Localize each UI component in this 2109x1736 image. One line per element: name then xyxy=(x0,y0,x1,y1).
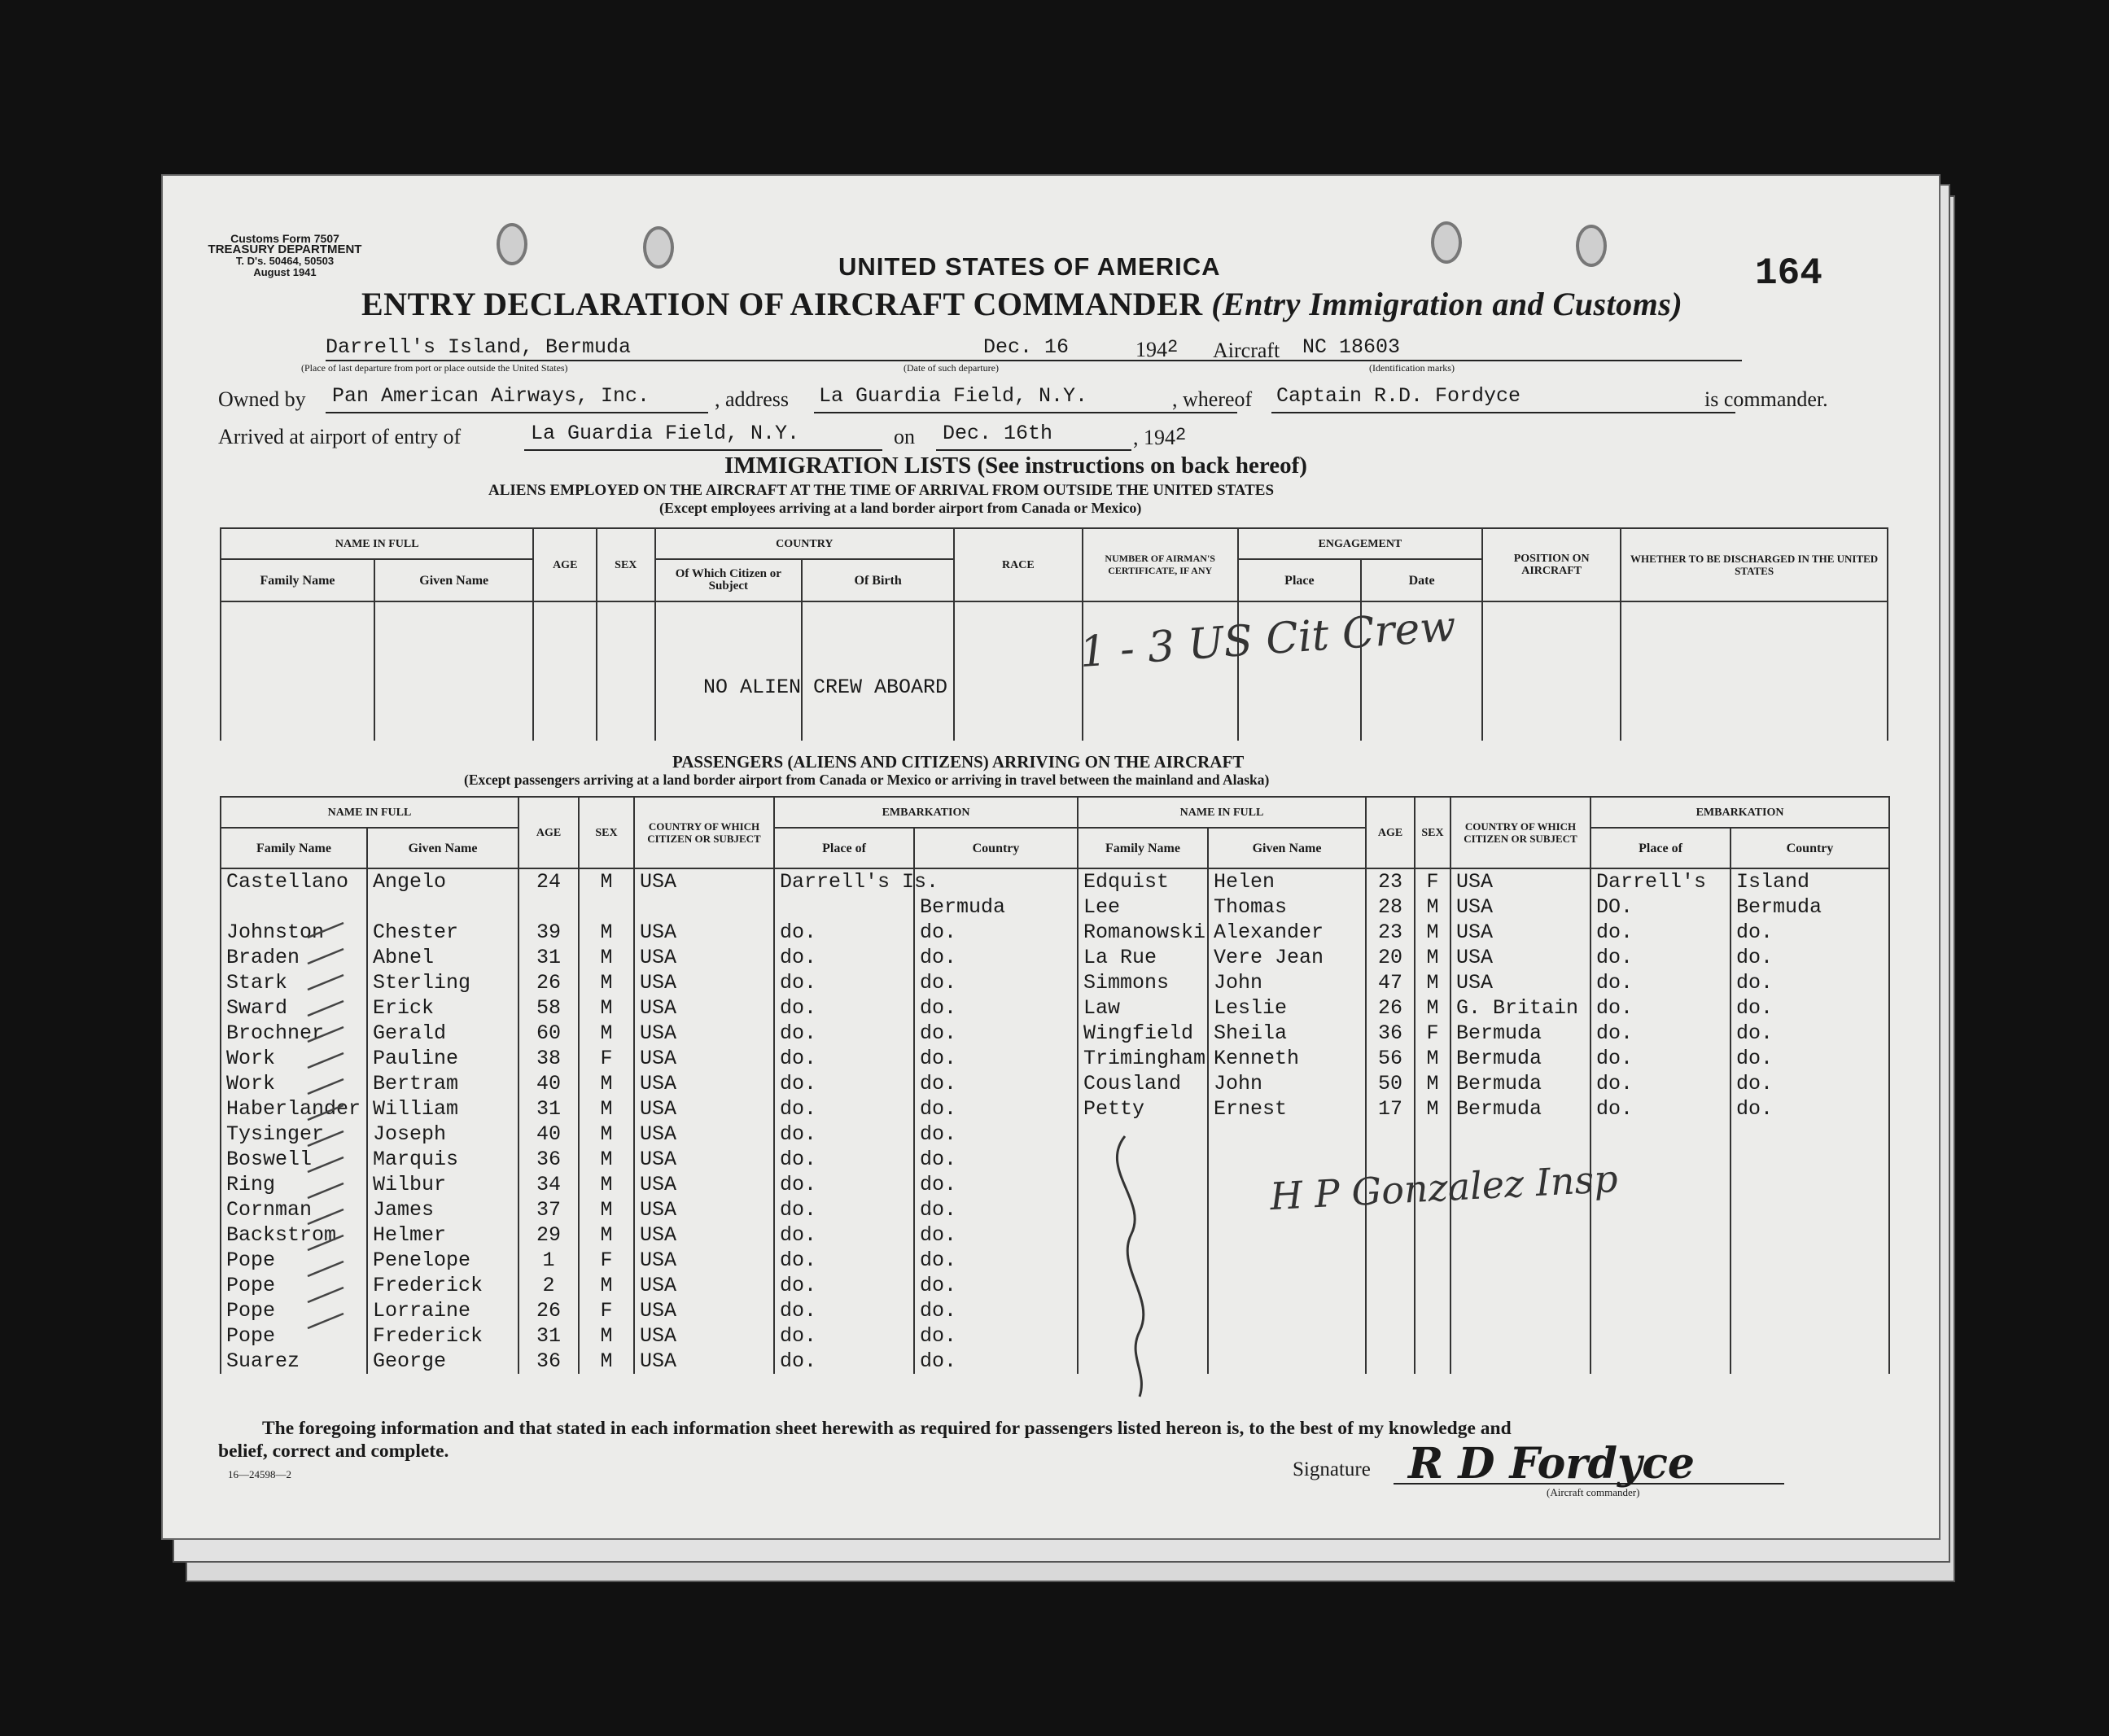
passenger-country: do. xyxy=(914,1172,1078,1197)
passenger-family: Simmons xyxy=(1078,970,1208,995)
passenger-given: Pauline xyxy=(367,1046,518,1071)
passenger-sex: F xyxy=(579,1298,634,1323)
aliens-header-name: NAME IN FULL xyxy=(221,528,533,559)
aliens-header-position: POSITION ON AIRCRAFT xyxy=(1482,528,1621,601)
passenger-country: do. xyxy=(914,995,1078,1021)
passenger-sex: M xyxy=(1415,1046,1450,1071)
passenger-given: Leslie xyxy=(1208,995,1366,1021)
pass-left-header-embarkation: EMBARKATION xyxy=(774,797,1078,828)
passenger-citizen: USA xyxy=(634,1096,774,1122)
arrival-year-suffix: 2 xyxy=(1175,425,1187,445)
handwritten-crew-note: 1 - 3 US Cit Crew xyxy=(1078,601,1458,678)
passenger-sex: M xyxy=(579,868,634,894)
page-number: 164 xyxy=(1755,252,1822,295)
passenger-age: 50 xyxy=(1366,1071,1415,1096)
aliens-header-birth: Of Birth xyxy=(802,559,954,601)
passenger-given: Sheila xyxy=(1208,1021,1366,1046)
aliens-header-family: Family Name xyxy=(221,559,374,601)
passenger-country: do. xyxy=(1731,1021,1889,1046)
passenger-age: 36 xyxy=(518,1147,579,1172)
passenger-country: do. xyxy=(914,1273,1078,1298)
passenger-given: Angelo xyxy=(367,868,518,894)
passenger-given: Helen xyxy=(1208,868,1366,894)
passenger-sex: M xyxy=(579,1172,634,1197)
passenger-family: La Rue xyxy=(1078,945,1208,970)
passenger-age: 2 xyxy=(518,1273,579,1298)
passenger-country: Island xyxy=(1731,868,1889,894)
passenger-place: DO. xyxy=(1591,894,1731,920)
pass-left-header-family: Family Name xyxy=(221,828,367,868)
passenger-age: 31 xyxy=(518,1096,579,1122)
passengers-subheading: (Except passengers arriving at a land border airport from Canada or Mexico or arriving in travel between the mainland and Alaska) xyxy=(464,772,1270,788)
passenger-place: do. xyxy=(774,1046,914,1071)
passenger-place: do. xyxy=(774,920,914,945)
passenger-place: do. xyxy=(1591,1096,1731,1122)
departure-date: Dec. 16 xyxy=(983,335,1070,359)
pass-right-header-place: Place of xyxy=(1591,828,1731,868)
commander-value: Captain R.D. Fordyce xyxy=(1276,384,1521,408)
treasury-decisions: T. D's. 50464, 50503 xyxy=(235,255,335,267)
pass-left-header-citizen: COUNTRY OF WHICH CITIZEN OR SUBJECT xyxy=(634,797,774,868)
passenger-family: Wingfield xyxy=(1078,1021,1208,1046)
passenger-sex: M xyxy=(579,970,634,995)
passenger-country: do. xyxy=(1731,945,1889,970)
passenger-age: 34 xyxy=(518,1172,579,1197)
passenger-citizen: Bermuda xyxy=(1450,1071,1591,1096)
passenger-citizen: USA xyxy=(634,1071,774,1096)
arrival-label: Arrived at airport of entry of xyxy=(218,425,462,448)
passenger-place: do. xyxy=(1591,945,1731,970)
aircraft-marks: NC 18603 xyxy=(1302,335,1401,359)
passenger-family: Lee xyxy=(1078,894,1208,920)
form-date: August 1941 xyxy=(253,266,317,278)
passenger-citizen: USA xyxy=(634,995,774,1021)
passenger-given: Wilbur xyxy=(367,1172,518,1197)
passenger-family: Braden xyxy=(221,945,367,970)
passenger-age: 36 xyxy=(518,1349,579,1374)
passenger-citizen: USA xyxy=(634,1147,774,1172)
passenger-sex: M xyxy=(579,1071,634,1096)
pass-left-header-age: AGE xyxy=(518,797,579,868)
passenger-place: do. xyxy=(774,1273,914,1298)
passenger-sex: M xyxy=(579,995,634,1021)
passenger-country: do. xyxy=(914,1021,1078,1046)
passenger-country: Bermuda xyxy=(1731,894,1889,920)
aliens-header-given: Given Name xyxy=(374,559,533,601)
immigration-title: IMMIGRATION LISTS xyxy=(724,453,972,479)
passenger-country: do. xyxy=(914,1298,1078,1323)
passenger-citizen: USA xyxy=(634,1298,774,1323)
passenger-age: 29 xyxy=(518,1222,579,1248)
passenger-place: do. xyxy=(774,1323,914,1349)
passenger-age: 24 xyxy=(518,868,579,894)
passenger-country: do. xyxy=(914,1248,1078,1273)
passenger-place: do. xyxy=(1591,970,1731,995)
passenger-place: do. xyxy=(1591,1046,1731,1071)
arrival-year-prefix: , 194 xyxy=(1133,426,1175,449)
passenger-place: do. xyxy=(774,1096,914,1122)
passenger-citizen: USA xyxy=(634,1122,774,1147)
passenger-country: do. xyxy=(1731,1071,1889,1096)
passenger-sex: M xyxy=(1415,1096,1450,1122)
passenger-family: Pope xyxy=(221,1248,367,1273)
passenger-family: Cornman xyxy=(221,1197,367,1222)
signature-caption: (Aircraft commander) xyxy=(1547,1486,1640,1498)
aliens-header-sex: SEX xyxy=(597,528,654,601)
pass-right-header-family: Family Name xyxy=(1078,828,1208,868)
passenger-place: do. xyxy=(1591,995,1731,1021)
passenger-country: do. xyxy=(914,1071,1078,1096)
pass-right-header-name: NAME IN FULL xyxy=(1078,797,1366,828)
signature-label: Signature xyxy=(1293,1458,1371,1480)
whereof-label: , whereof xyxy=(1172,387,1253,411)
passenger-citizen: USA xyxy=(634,868,774,894)
passenger-family: Johnston xyxy=(221,920,367,945)
passenger-age: 40 xyxy=(518,1122,579,1147)
passenger-place: do. xyxy=(774,970,914,995)
passenger-place: do. xyxy=(774,1222,914,1248)
passenger-citizen: USA xyxy=(634,1021,774,1046)
aliens-heading: ALIENS EMPLOYED ON THE AIRCRAFT AT THE TIME OF ARRIVAL FROM OUTSIDE THE UNITED STATES xyxy=(488,482,1275,499)
form-sheet xyxy=(161,174,1941,1540)
address-value: La Guardia Field, N.Y. xyxy=(819,384,1088,408)
passenger-citizen: USA xyxy=(634,1046,774,1071)
passenger-family: Romanowski xyxy=(1078,920,1208,945)
aliens-header-place: Place xyxy=(1238,559,1361,601)
arrival-on-label: on xyxy=(894,425,915,448)
passenger-sex: M xyxy=(579,1096,634,1122)
passenger-given: Abnel xyxy=(367,945,518,970)
passenger-sex: M xyxy=(1415,945,1450,970)
passenger-country: do. xyxy=(914,1046,1078,1071)
passenger-given: Joseph xyxy=(367,1122,518,1147)
pass-right-header-embarkation: EMBARKATION xyxy=(1591,797,1889,828)
passenger-family: Boswell xyxy=(221,1147,367,1172)
passenger-place: do. xyxy=(774,995,914,1021)
pass-right-header-given: Given Name xyxy=(1208,828,1366,868)
passenger-family: Haberlander xyxy=(221,1096,367,1122)
certification-line-2: belief, correct and complete. xyxy=(218,1441,449,1462)
passenger-family: Sward xyxy=(221,995,367,1021)
arrival-date: Dec. 16th xyxy=(943,422,1053,445)
passenger-sex: F xyxy=(579,1248,634,1273)
aliens-header-certificate: NUMBER OF AIRMAN'S CERTIFICATE, IF ANY xyxy=(1083,528,1238,601)
certification-line-1: The foregoing information and that stated in each information sheet herewith as required for passengers listed hereon is, to the best of my knowledge and xyxy=(262,1418,1512,1439)
passenger-age: 23 xyxy=(1366,868,1415,894)
passenger-given: Marquis xyxy=(367,1147,518,1172)
passenger-sex: M xyxy=(579,1349,634,1374)
form-number: Customs Form 7507 xyxy=(230,232,339,245)
passenger-citizen: USA xyxy=(634,1197,774,1222)
passenger-citizen: USA xyxy=(1450,920,1591,945)
aliens-header-citizen: Of Which Citizen or Subject xyxy=(655,559,803,601)
passenger-citizen: Bermuda xyxy=(1450,1046,1591,1071)
passenger-given: Penelope xyxy=(367,1248,518,1273)
passenger-citizen: USA xyxy=(634,1222,774,1248)
passenger-age: 60 xyxy=(518,1021,579,1046)
passenger-family: Suarez xyxy=(221,1349,367,1374)
passenger-country: do. xyxy=(1731,970,1889,995)
passenger-place: do. xyxy=(774,1172,914,1197)
passenger-citizen: USA xyxy=(1450,970,1591,995)
immigration-note: (See instructions on back hereof) xyxy=(977,453,1307,479)
passenger-age: 38 xyxy=(518,1046,579,1071)
passenger-citizen: USA xyxy=(634,1172,774,1197)
passenger-place: do. xyxy=(774,1248,914,1273)
passenger-citizen: USA xyxy=(1450,945,1591,970)
passenger-given: Lorraine xyxy=(367,1298,518,1323)
passenger-place: Darrell's Is. xyxy=(774,868,914,894)
passenger-sex: M xyxy=(579,945,634,970)
passenger-country: do. xyxy=(1731,1046,1889,1071)
passenger-country: do. xyxy=(914,1349,1078,1374)
passenger-citizen: USA xyxy=(634,920,774,945)
passenger-sex: M xyxy=(579,920,634,945)
passenger-sex: M xyxy=(579,1197,634,1222)
passenger-given: Helmer xyxy=(367,1222,518,1248)
passenger-given: John xyxy=(1208,970,1366,995)
commander-suffix: is commander. xyxy=(1704,387,1828,411)
passenger-citizen: USA xyxy=(634,1248,774,1273)
passenger-age: 58 xyxy=(518,995,579,1021)
passenger-given: William xyxy=(367,1096,518,1122)
passenger-family: Work xyxy=(221,1071,367,1096)
passenger-country: do. xyxy=(1731,1096,1889,1122)
passenger-age: 47 xyxy=(1366,970,1415,995)
passenger-age: 26 xyxy=(518,970,579,995)
passenger-citizen: USA xyxy=(1450,894,1591,920)
passenger-given: Vere Jean xyxy=(1208,945,1366,970)
wavy-margin-line xyxy=(1117,1136,1143,1397)
passenger-age: 20 xyxy=(1366,945,1415,970)
pass-right-header-citizen: COUNTRY OF WHICH CITIZEN OR SUBJECT xyxy=(1450,797,1591,868)
passenger-country: do. xyxy=(1731,995,1889,1021)
passenger-sex: M xyxy=(579,1222,634,1248)
passenger-place: do. xyxy=(1591,1021,1731,1046)
passenger-family: Pope xyxy=(221,1323,367,1349)
passenger-place: do. xyxy=(774,1349,914,1374)
aliens-header-date: Date xyxy=(1361,559,1482,601)
country-heading: UNITED STATES OF AMERICA xyxy=(838,252,1221,281)
department: TREASURY DEPARTMENT xyxy=(208,243,362,256)
passenger-sex: M xyxy=(579,1122,634,1147)
passenger-age: 23 xyxy=(1366,920,1415,945)
passenger-place: do. xyxy=(774,1122,914,1147)
passenger-citizen: Bermuda xyxy=(1450,1096,1591,1122)
passenger-family: Law xyxy=(1078,995,1208,1021)
pass-left-header-country: Country xyxy=(914,828,1078,868)
commander-signature: R D Fordyce xyxy=(1408,1439,1695,1489)
departure-place-caption: (Place of last departure from port or place outside the United States) xyxy=(301,362,568,374)
pass-left-header-given: Given Name xyxy=(367,828,518,868)
passenger-family: Pope xyxy=(221,1298,367,1323)
passenger-place: do. xyxy=(774,945,914,970)
passenger-sex: F xyxy=(1415,868,1450,894)
aliens-header-discharged: WHETHER TO BE DISCHARGED IN THE UNITED STATES xyxy=(1621,528,1888,601)
aircraft-caption: (Identification marks) xyxy=(1369,362,1455,374)
passenger-country: do. xyxy=(914,1122,1078,1147)
passenger-age: 56 xyxy=(1366,1046,1415,1071)
passenger-sex: F xyxy=(1415,1021,1450,1046)
aliens-header-engagement: ENGAGEMENT xyxy=(1238,528,1482,559)
passenger-citizen: USA xyxy=(634,970,774,995)
handwritten-marks xyxy=(163,176,1942,1541)
passenger-place: Darrell's xyxy=(1591,868,1731,894)
passenger-place: do. xyxy=(774,1298,914,1323)
pass-right-header-age: AGE xyxy=(1366,797,1415,868)
passenger-place: do. xyxy=(1591,920,1731,945)
passenger-age: 26 xyxy=(518,1298,579,1323)
departure-year-prefix: 194 xyxy=(1135,338,1167,361)
passenger-age: 1 xyxy=(518,1248,579,1273)
passenger-family: Cousland xyxy=(1078,1071,1208,1096)
passenger-age: 31 xyxy=(518,1323,579,1349)
passenger-country: do. xyxy=(1731,920,1889,945)
passenger-family: Trimingham xyxy=(1078,1046,1208,1071)
passenger-country: do. xyxy=(914,1323,1078,1349)
departure-date-caption: (Date of such departure) xyxy=(904,362,999,374)
title-main: ENTRY DECLARATION OF AIRCRAFT COMMANDER xyxy=(361,286,1203,322)
passenger-citizen: Bermuda xyxy=(1450,1021,1591,1046)
aircraft-label: Aircraft xyxy=(1213,339,1280,362)
passenger-country: do. xyxy=(914,1222,1078,1248)
passenger-given: Gerald xyxy=(367,1021,518,1046)
passenger-country: Bermuda xyxy=(914,894,1078,920)
passenger-sex: M xyxy=(1415,894,1450,920)
passenger-country: do. xyxy=(914,1197,1078,1222)
passenger-given: Alexander xyxy=(1208,920,1366,945)
aliens-header-age: AGE xyxy=(533,528,597,601)
check-marks xyxy=(308,923,343,1328)
passenger-place: do. xyxy=(774,1021,914,1046)
pass-right-header-sex: SEX xyxy=(1415,797,1450,868)
passenger-age: 36 xyxy=(1366,1021,1415,1046)
passenger-given: Ernest xyxy=(1208,1096,1366,1122)
owned-by-label: Owned by xyxy=(218,387,306,411)
passenger-place: do. xyxy=(774,1197,914,1222)
passenger-family: Stark xyxy=(221,970,367,995)
arrival-place: La Guardia Field, N.Y. xyxy=(531,422,800,445)
no-alien-crew: NO ALIEN CREW ABOARD xyxy=(703,676,948,699)
passenger-sex: M xyxy=(579,1323,634,1349)
passenger-family: Castellano xyxy=(221,868,367,894)
passenger-citizen: G. Britain xyxy=(1450,995,1591,1021)
form-code: 16—24598—2 xyxy=(228,1468,291,1480)
passenger-country: do. xyxy=(914,945,1078,970)
departure-year-suffix: 2 xyxy=(1167,337,1179,357)
passenger-given: James xyxy=(367,1197,518,1222)
passenger-family: Ring xyxy=(221,1172,367,1197)
passenger-family: Tysinger xyxy=(221,1122,367,1147)
passenger-citizen: USA xyxy=(634,1323,774,1349)
passengers-heading: PASSENGERS (ALIENS AND CITIZENS) ARRIVING ON THE AIRCRAFT xyxy=(672,752,1245,772)
passenger-age: 37 xyxy=(518,1197,579,1222)
passenger-citizen: USA xyxy=(634,945,774,970)
passenger-family: Edquist xyxy=(1078,868,1208,894)
aliens-subheading: (Except employees arriving at a land border airport from Canada or Mexico) xyxy=(659,500,1142,516)
owned-by-value: Pan American Airways, Inc. xyxy=(332,384,650,408)
passenger-sex: M xyxy=(579,1021,634,1046)
inspector-note: H P Gonzalez Insp xyxy=(1268,1156,1619,1219)
passenger-family: Work xyxy=(221,1046,367,1071)
passenger-given: Chester xyxy=(367,920,518,945)
passenger-age: 31 xyxy=(518,945,579,970)
passenger-sex: M xyxy=(1415,1071,1450,1096)
pass-left-header-name: NAME IN FULL xyxy=(221,797,518,828)
passenger-given: Frederick xyxy=(367,1273,518,1298)
passenger-given: Bertram xyxy=(367,1071,518,1096)
address-label: , address xyxy=(715,387,789,411)
passenger-place: do. xyxy=(774,1147,914,1172)
passenger-family: Petty xyxy=(1078,1096,1208,1122)
passenger-family: Pope xyxy=(221,1273,367,1298)
passenger-given: John xyxy=(1208,1071,1366,1096)
passenger-sex: M xyxy=(1415,995,1450,1021)
title-italic: (Entry Immigration and Customs) xyxy=(1211,286,1683,322)
passenger-given: Erick xyxy=(367,995,518,1021)
passenger-place: do. xyxy=(774,1071,914,1096)
passenger-sex: M xyxy=(579,1273,634,1298)
passenger-given: Kenneth xyxy=(1208,1046,1366,1071)
passenger-country: do. xyxy=(914,1147,1078,1172)
passenger-given: Sterling xyxy=(367,970,518,995)
pass-left-header-place: Place of xyxy=(774,828,914,868)
passenger-citizen: USA xyxy=(634,1273,774,1298)
passenger-sex: M xyxy=(1415,920,1450,945)
passenger-given: Frederick xyxy=(367,1323,518,1349)
passenger-sex: M xyxy=(579,1147,634,1172)
passenger-family: Backstrom xyxy=(221,1222,367,1248)
passenger-age: 39 xyxy=(518,920,579,945)
passenger-country: do. xyxy=(914,970,1078,995)
passenger-family: Brochner xyxy=(221,1021,367,1046)
passenger-age: 26 xyxy=(1366,995,1415,1021)
passenger-citizen: USA xyxy=(1450,868,1591,894)
passenger-age: 28 xyxy=(1366,894,1415,920)
passenger-country: do. xyxy=(914,1096,1078,1122)
passenger-sex: F xyxy=(579,1046,634,1071)
passenger-age: 40 xyxy=(518,1071,579,1096)
passenger-citizen: USA xyxy=(634,1349,774,1374)
departure-place: Darrell's Island, Bermuda xyxy=(326,335,632,359)
aliens-header-race: RACE xyxy=(954,528,1083,601)
pass-right-header-country: Country xyxy=(1731,828,1889,868)
passenger-given: Thomas xyxy=(1208,894,1366,920)
passenger-country: do. xyxy=(914,920,1078,945)
pass-left-header-sex: SEX xyxy=(579,797,634,868)
passenger-given: George xyxy=(367,1349,518,1374)
passenger-age: 17 xyxy=(1366,1096,1415,1122)
passenger-sex: M xyxy=(1415,970,1450,995)
passenger-place: do. xyxy=(1591,1071,1731,1096)
aliens-header-country: COUNTRY xyxy=(655,528,955,559)
